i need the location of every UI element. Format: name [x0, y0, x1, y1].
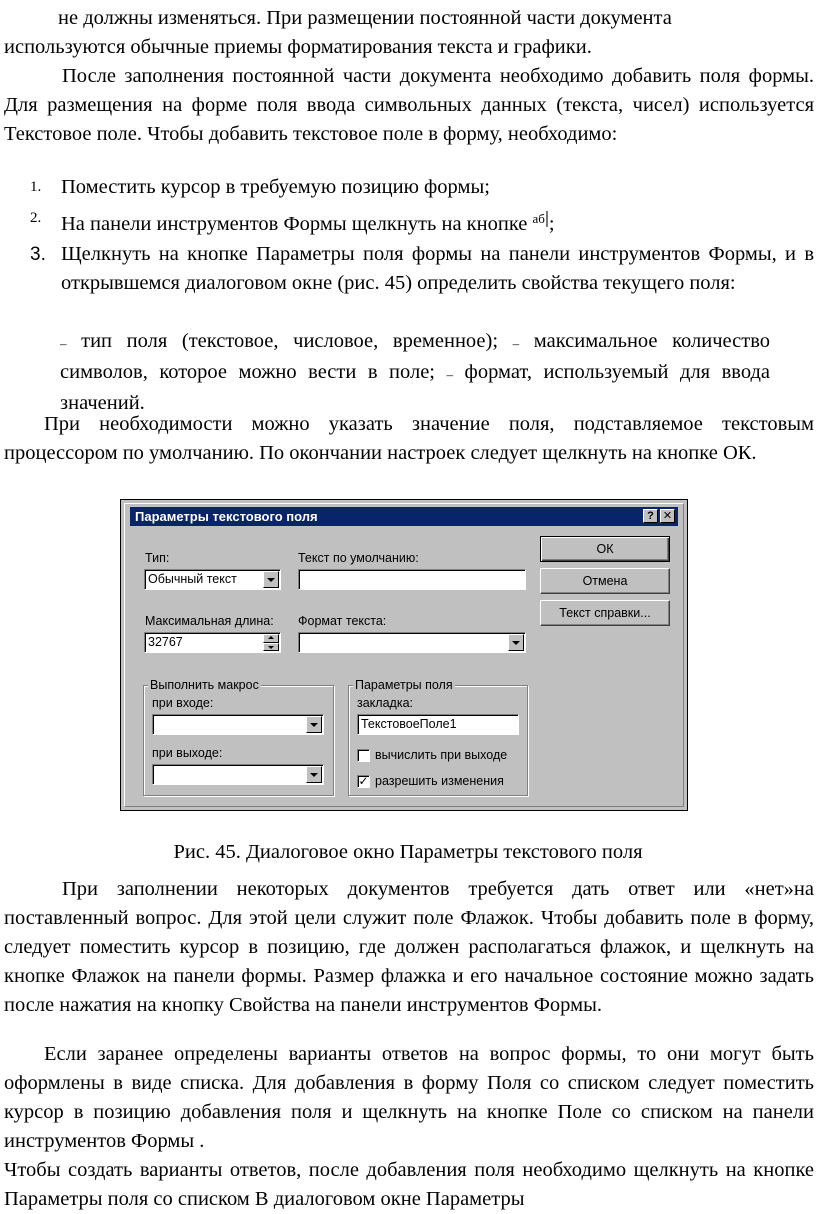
on-entry-select[interactable]: [152, 714, 324, 735]
list-text: Поместить курсор в требуемую позицию формы;: [61, 176, 490, 198]
calculate-on-exit-label: вычислить при выходе: [375, 748, 508, 762]
dash-icon: –: [60, 336, 67, 351]
allow-changes-label: разрешить изменения: [375, 774, 504, 788]
chevron-down-icon[interactable]: [263, 571, 279, 588]
dialog-title: Параметры текстового поля: [135, 509, 318, 524]
field-options-group-label: Параметры поля: [355, 678, 453, 692]
max-length-stepper[interactable]: 32767: [144, 632, 281, 653]
bullet-3: формат, используемый для ввода значений.: [60, 361, 771, 414]
list-text: На панели инструментов Формы щелкнуть на кнопке: [61, 213, 528, 235]
paragraph-5: Если заранее определены варианты ответов на вопрос формы, то они могут быть оформлены в виде списка. Для добавления в форму Поля со списком следует поместить курсор в позицию добавления поля и щелкнуть на кнопке Поле со списком на панели инструментов Формы .: [4, 1043, 814, 1152]
ok-button[interactable]: ОК: [540, 536, 670, 562]
paragraph-4: При заполнении некоторых документов требуется дать ответ или «нет»на поставленный вопрос. Для этой цели служит поле Флажок. Чтобы добавить поле в форму, следует поместить курсор в позицию, где должен располагаться флажок, и щелкнуть на кнопке Флажок на панели формы. Размер флажка и его начальное состояние можно задать после нажатия на кнопку Свойства на панели инструментов Формы.: [4, 878, 814, 1016]
text-field-toolbar-icon: аб: [532, 211, 545, 226]
run-macro-group: [143, 678, 334, 796]
list-number: 2.: [30, 210, 42, 226]
on-entry-label: при входе:: [152, 696, 214, 710]
list-text: Щелкнуть на кнопке Параметры поля формы на панели инструментов Формы, и в открывшемся диалоговом окне (рис. 45) определить свойства текущего поля:: [61, 243, 814, 294]
bullet-1: тип поля (текстовое, числовое, временное);: [81, 330, 499, 352]
type-label: Тип:: [145, 551, 170, 565]
type-select[interactable]: Обычный текст: [144, 569, 281, 590]
help-text-button[interactable]: Текст справки...: [540, 600, 670, 626]
paragraph-1-line-1: не должны изменяться. При размещении постоянной части документа: [58, 7, 672, 29]
dialog-title-bar: [130, 507, 678, 526]
list-item-2: 2. На панели инструментов Формы щелкнуть на кнопке $^{аб}$ ;: [30, 204, 555, 239]
spin-up-icon[interactable]: [263, 634, 279, 643]
cancel-button[interactable]: Отмена: [540, 568, 670, 594]
paragraph-6: Чтобы создать варианты ответов, после добавления поля необходимо щелкнуть на кнопке Параметры поля со списком В диалоговом окне Параметры: [4, 1159, 814, 1210]
dash-icon: –: [446, 367, 454, 382]
paragraph-3: При необходимости можно указать значение поля, подставляемое текстовым процессором по умолчанию. По окончании настроек следует щелкнуть на кнопке ОК.: [4, 413, 814, 464]
close-icon[interactable]: ✕: [660, 509, 675, 523]
bookmark-label: закладка:: [357, 696, 413, 710]
dash-icon: –: [512, 336, 520, 351]
run-macro-group-label: Выполнить макрос: [150, 678, 259, 692]
list-item-1: [30, 173, 490, 202]
list-item-3: [30, 240, 814, 298]
cursor-icon: [546, 211, 548, 227]
chevron-down-icon[interactable]: [508, 634, 524, 651]
default-text-label: Текст по умолчанию:: [298, 551, 419, 565]
on-exit-label: при выходе:: [152, 746, 223, 760]
on-exit-select[interactable]: [152, 764, 324, 785]
default-text-input[interactable]: [298, 569, 526, 590]
list-number: 3.: [30, 244, 46, 265]
figure-caption: Рис. 45. Диалоговое окно Параметры текстового поля: [173, 841, 643, 863]
paragraph-1-line-2: используются обычные приемы форматирования текста и графики.: [4, 36, 592, 58]
max-length-label: Максимальная длина:: [145, 614, 274, 628]
paragraph-2: После заполнения постоянной части документа необходимо добавить поля формы. Для размещения на форме поля ввода символьных данных (текста, чисел) используется Текстовое поле. Чтобы добавить текстовое поле в форму, необходимо:: [4, 65, 814, 145]
allow-changes-checkbox[interactable]: ✓: [358, 774, 369, 788]
bookmark-input[interactable]: ТекстовоеПоле1: [357, 714, 519, 735]
list-number: 1.: [30, 179, 42, 195]
spin-down-icon[interactable]: [263, 643, 279, 652]
text-format-label: Формат текста:: [298, 614, 387, 628]
calculate-on-exit-checkbox[interactable]: [357, 749, 370, 762]
help-icon[interactable]: ?: [643, 509, 658, 523]
text-format-select[interactable]: [298, 632, 526, 653]
chevron-down-icon[interactable]: [306, 766, 322, 783]
bullet-2: максимальное количество символов, которое можно вести в поле;: [60, 330, 770, 383]
text-field-options-dialog: [120, 499, 688, 811]
spin-buttons[interactable]: [263, 634, 279, 651]
chevron-down-icon[interactable]: [306, 716, 322, 733]
bullet-list: [60, 327, 770, 418]
field-options-group: [348, 678, 528, 796]
